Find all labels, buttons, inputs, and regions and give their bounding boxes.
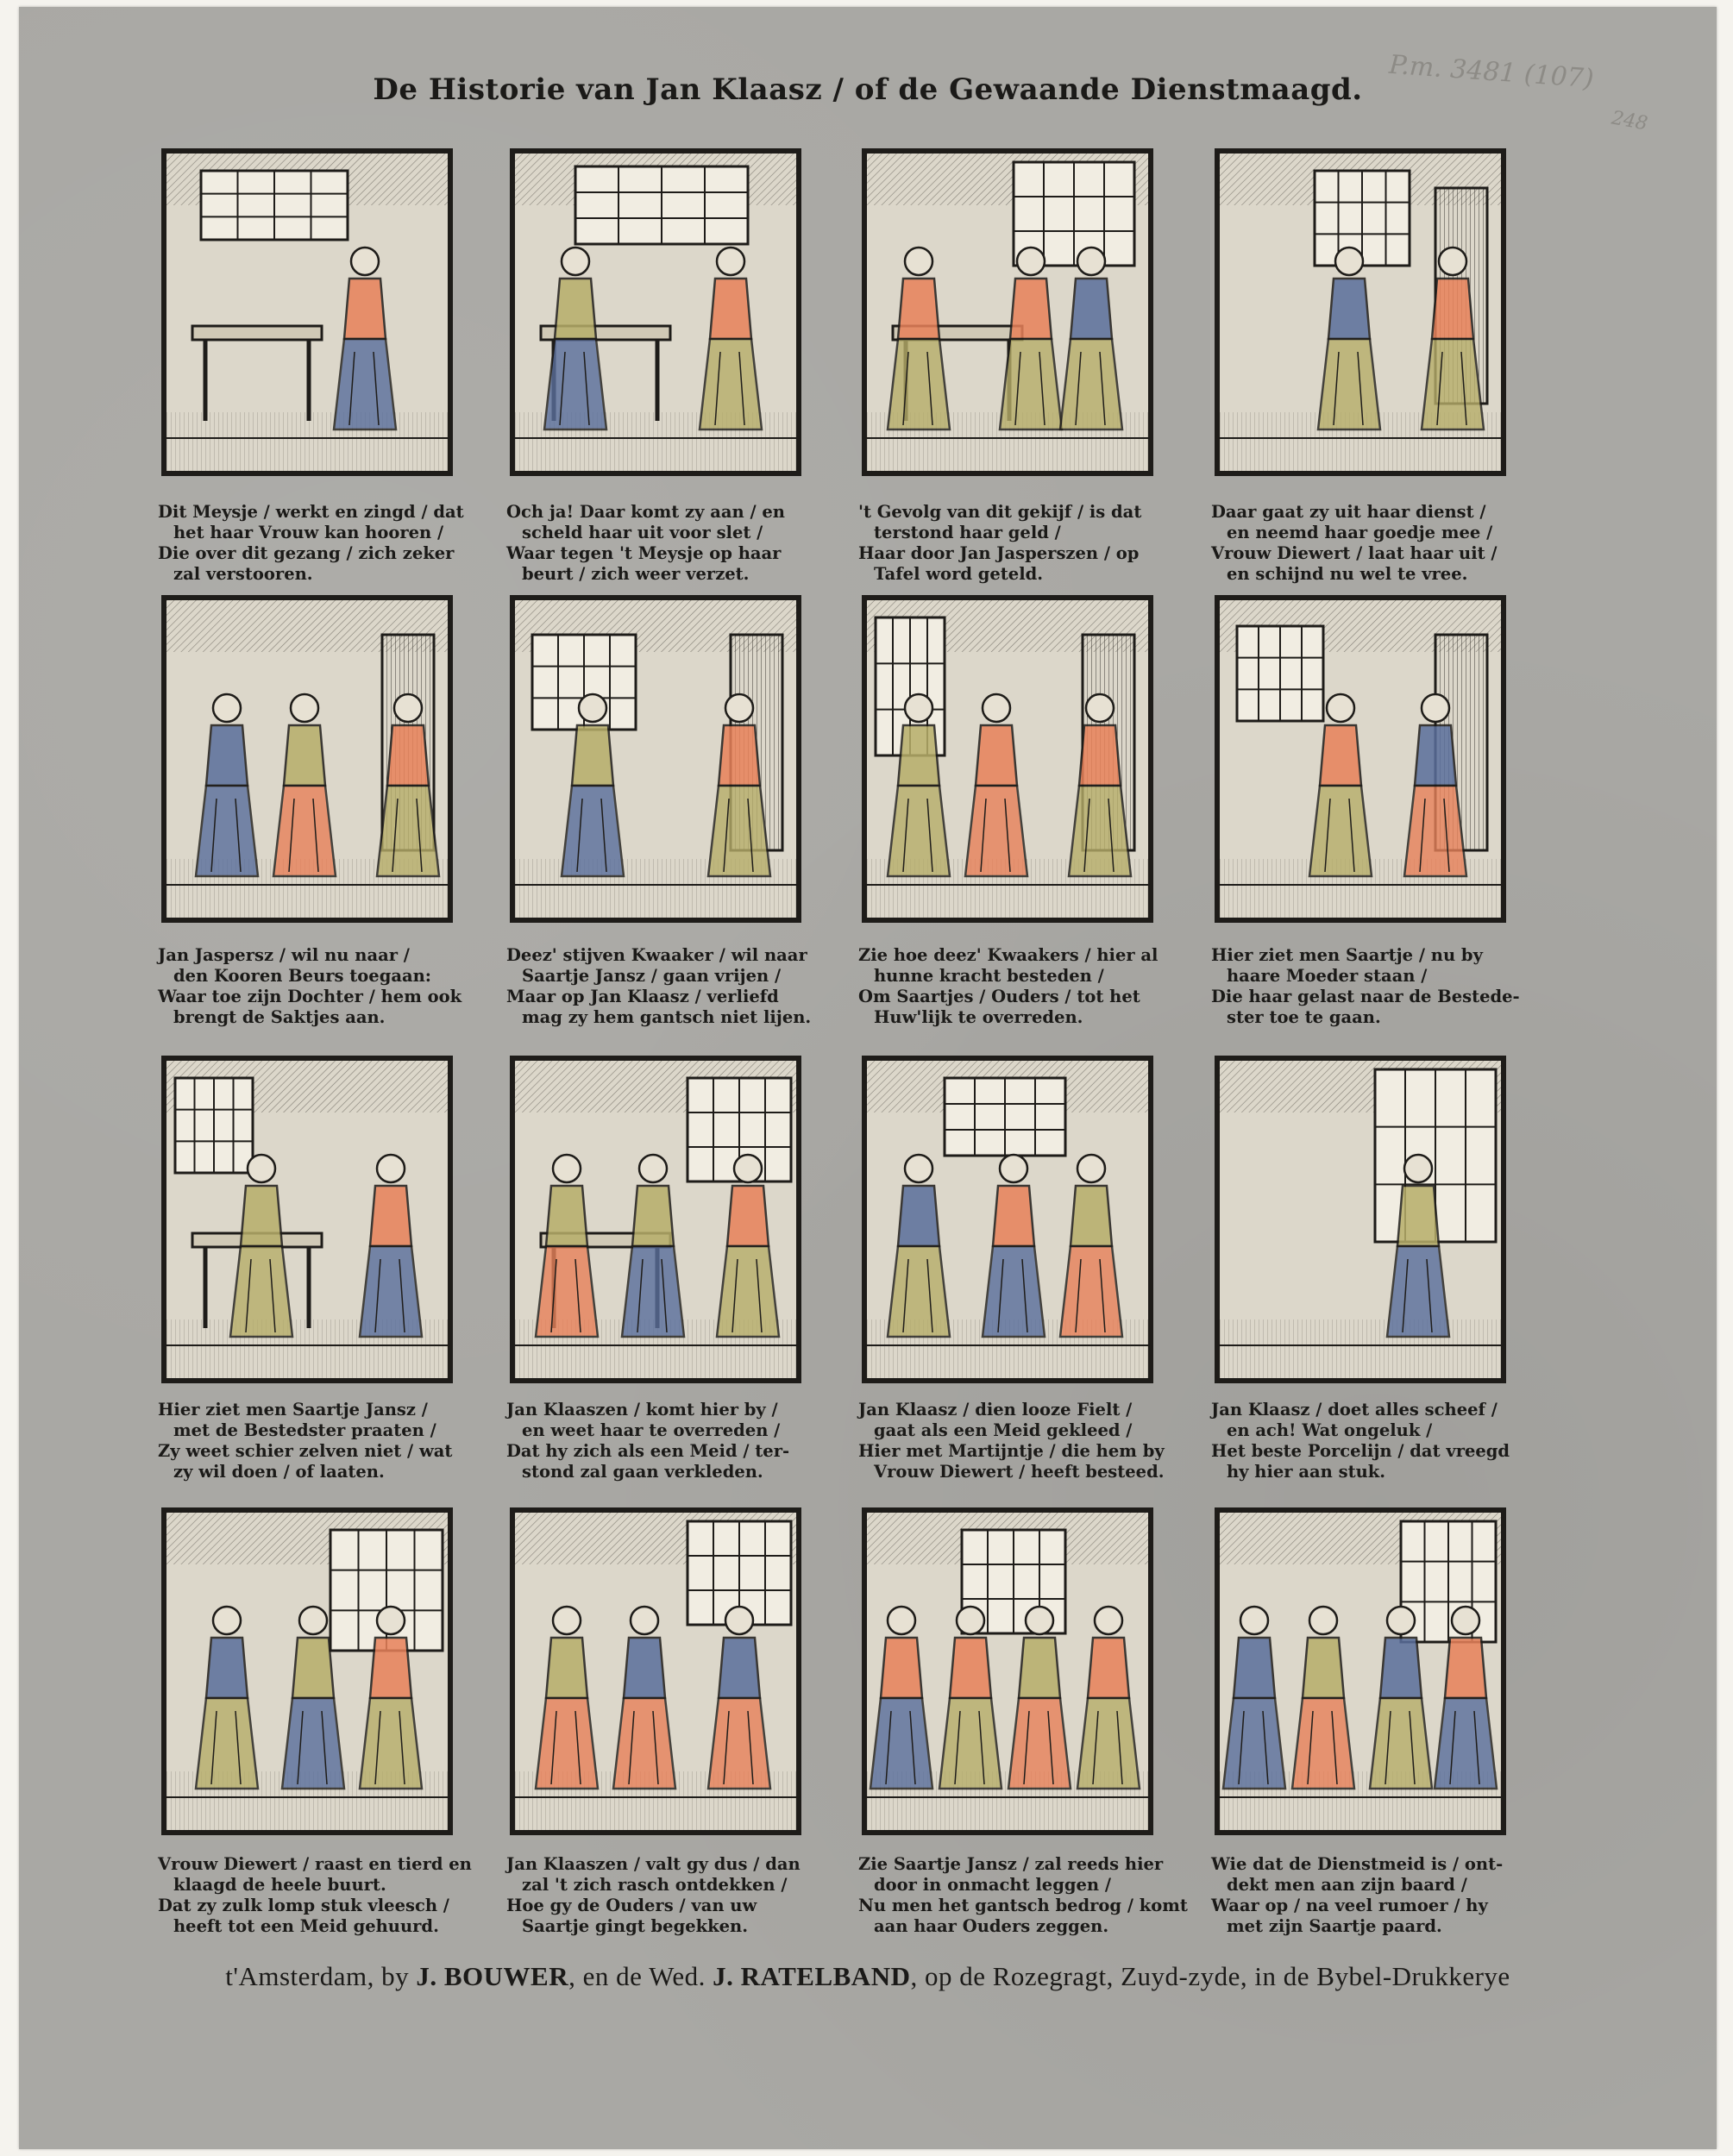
woodcut-illustration (867, 1513, 1148, 1830)
woodcut-panel-9 (161, 1056, 453, 1383)
woodcut-panel-4 (1215, 148, 1506, 476)
caption-line: hunne kracht besteden / (874, 966, 1104, 986)
broadsheet (19, 7, 1717, 2149)
panel-caption-14 (506, 1854, 829, 1937)
caption-line: Die haar gelast naar de Bestede- (1211, 987, 1520, 1006)
caption-line: mag zy hem gantsch niet lijen. (522, 1007, 812, 1027)
woodcut-illustration (515, 1061, 796, 1378)
caption-line: en weet haar te overreden / (522, 1420, 781, 1440)
pencil-annotation-line1: P.m. 3481 (107) (1388, 49, 1595, 95)
caption-line: en ach! Wat ongeluk / (1227, 1420, 1433, 1440)
caption-line: hy hier aan stuk. (1227, 1462, 1386, 1482)
caption-line: Zy weet schier zelven niet / wat (158, 1441, 453, 1461)
caption-line: Hier ziet men Saartje / nu by (1211, 945, 1483, 965)
caption-line: klaagd de heele buurt. (173, 1875, 386, 1895)
caption-line: Daar gaat zy uit haar dienst / (1211, 502, 1486, 522)
woodcut-illustration (166, 600, 448, 918)
panel-caption-2 (506, 502, 829, 585)
imprint-text-3: , op de Rozegragt, Zuyd-zyde, in de Bybel-Drukkerye (910, 1961, 1510, 1991)
caption-line: Dat hy zich als een Meid / ter- (506, 1441, 790, 1461)
caption-line: Zie hoe deez' Kwaakers / hier al (858, 945, 1158, 965)
caption-line: Jan Klaasz / doet alles scheef / (1211, 1400, 1498, 1420)
woodcut-panel-13 (161, 1507, 453, 1835)
caption-line: Hier ziet men Saartje Jansz / (158, 1400, 428, 1420)
woodcut-panel-15 (862, 1507, 1153, 1835)
woodcut-illustration (515, 600, 796, 918)
panel-caption-4 (1211, 502, 1534, 585)
caption-line: Zie Saartje Jansz / zal reeds hier (858, 1854, 1164, 1874)
imprint-text-1: t'Amsterdam, by (225, 1961, 417, 1991)
woodcut-panel-3 (862, 148, 1153, 476)
panel-caption-11 (858, 1400, 1181, 1482)
caption-line: Vrouw Diewert / laat haar uit / (1211, 543, 1498, 563)
caption-line: beurt / zich weer verzet. (522, 564, 750, 584)
caption-line: Nu men het gantsch bedrog / komt (858, 1896, 1188, 1915)
woodcut-panel-10 (510, 1056, 801, 1383)
panel-caption-8 (1211, 945, 1534, 1028)
caption-line: zy wil doen / of laaten. (173, 1462, 385, 1482)
woodcut-illustration (1220, 1513, 1501, 1830)
panel-caption-7 (858, 945, 1181, 1028)
caption-line: Jan Jaspersz / wil nu naar / (158, 945, 410, 965)
caption-line: den Kooren Beurs toegaan: (173, 966, 431, 986)
woodcut-illustration (1220, 1061, 1501, 1378)
woodcut-illustration (867, 600, 1148, 918)
woodcut-panel-7 (862, 595, 1153, 923)
woodcut-panel-12 (1215, 1056, 1506, 1383)
caption-line: scheld haar uit voor slet / (522, 523, 763, 542)
caption-line: Vrouw Diewert / raast en tierd en (158, 1854, 472, 1874)
caption-line: zal 't zich rasch ontdekken / (522, 1875, 788, 1895)
woodcut-illustration (515, 154, 796, 471)
caption-line: Vrouw Diewert / heeft besteed. (874, 1462, 1165, 1482)
caption-line: het haar Vrouw kan hooren / (173, 523, 444, 542)
panel-caption-16 (1211, 1854, 1534, 1937)
panel-caption-1 (158, 502, 480, 585)
caption-line: Wie dat de Dienstmeid is / ont- (1211, 1854, 1504, 1874)
woodcut-panel-8 (1215, 595, 1506, 923)
woodcut-illustration (1220, 154, 1501, 471)
woodcut-illustration (515, 1513, 796, 1830)
caption-line: en schijnd nu wel te vree. (1227, 564, 1468, 584)
caption-line: Waar tegen 't Meysje op haar (506, 543, 782, 563)
caption-line: ster toe te gaan. (1227, 1007, 1381, 1027)
printer-name-2: J. RATELBAND (713, 1961, 911, 1991)
woodcut-panel-5 (161, 595, 453, 923)
caption-line: Die over dit gezang / zich zeker (158, 543, 455, 563)
caption-line: door in onmacht leggen / (874, 1875, 1111, 1895)
caption-line: brengt de Saktjes aan. (173, 1007, 386, 1027)
woodcut-illustration (867, 154, 1148, 471)
caption-line: Haar door Jan Jasperszen / op (858, 543, 1140, 563)
caption-line: 't Gevolg van dit gekijf / is dat (858, 502, 1142, 522)
caption-line: Jan Klaasz / dien looze Fielt / (858, 1400, 1133, 1420)
caption-line: Saartje Jansz / gaan vrijen / (522, 966, 782, 986)
caption-line: Och ja! Daar komt zy aan / en (506, 502, 785, 522)
imprint-footer (19, 1961, 1717, 1992)
pencil-annotation (1389, 48, 1648, 152)
woodcut-panel-1 (161, 148, 453, 476)
caption-line: Huw'lijk te overreden. (874, 1007, 1083, 1027)
woodcut-panel-2 (510, 148, 801, 476)
caption-line: Saartje gingt begekken. (522, 1916, 749, 1936)
caption-line: Dat zy zulk lomp stuk vleesch / (158, 1896, 449, 1915)
caption-line: Waar op / na veel rumoer / hy (1211, 1896, 1488, 1915)
caption-line: Dit Meysje / werkt en zingd / dat (158, 502, 464, 522)
woodcut-illustration (166, 154, 448, 471)
caption-line: aan haar Ouders zeggen. (874, 1916, 1109, 1936)
caption-line: gaat als een Meid gekleed / (874, 1420, 1133, 1440)
panel-caption-15 (858, 1854, 1188, 1937)
caption-line: Het beste Porcelijn / dat vreegd (1211, 1441, 1510, 1461)
page-title: De Historie van Jan Klaasz / of de Gewaande Dienstmaagd. (373, 72, 1363, 107)
woodcut-illustration (867, 1061, 1148, 1378)
imprint-text-2: , en de Wed. (568, 1961, 713, 1991)
caption-line: terstond haar geld / (874, 523, 1061, 542)
caption-line: en neemd haar goedje mee / (1227, 523, 1493, 542)
caption-line: dekt men aan zijn baard / (1227, 1875, 1467, 1895)
woodcut-panel-14 (510, 1507, 801, 1835)
panel-caption-6 (506, 945, 829, 1028)
caption-line: Om Saartjes / Ouders / tot het (858, 987, 1140, 1006)
caption-line: Jan Klaaszen / valt gy dus / dan (506, 1854, 801, 1874)
caption-line: zal verstooren. (173, 564, 313, 584)
panel-caption-12 (1211, 1400, 1534, 1482)
panel-caption-13 (158, 1854, 480, 1937)
printer-name-1: J. BOUWER (416, 1961, 569, 1991)
caption-line: Hoe gy de Ouders / van uw (506, 1896, 757, 1915)
woodcut-illustration (166, 1061, 448, 1378)
caption-line: met zijn Saartje paard. (1227, 1916, 1442, 1936)
pencil-annotation-line2: 248 (1610, 107, 1649, 135)
caption-line: Tafel word geteld. (874, 564, 1044, 584)
caption-line: heeft tot een Meid gehuurd. (173, 1916, 439, 1936)
caption-line: haare Moeder staan / (1227, 966, 1428, 986)
caption-line: Hier met Martijntje / die hem by (858, 1441, 1165, 1461)
panel-caption-9 (158, 1400, 480, 1482)
caption-line: stond zal gaan verkleden. (522, 1462, 763, 1482)
caption-line: Jan Klaaszen / komt hier by / (506, 1400, 778, 1420)
panel-caption-3 (858, 502, 1181, 585)
caption-line: met de Bestedster praaten / (173, 1420, 436, 1440)
panel-caption-10 (506, 1400, 829, 1482)
woodcut-illustration (1220, 600, 1501, 918)
woodcut-panel-6 (510, 595, 801, 923)
panel-caption-5 (158, 945, 480, 1028)
caption-line: Deez' stijven Kwaaker / wil naar (506, 945, 807, 965)
woodcut-panel-16 (1215, 1507, 1506, 1835)
woodcut-panel-11 (862, 1056, 1153, 1383)
caption-line: Maar op Jan Klaasz / verliefd (506, 987, 779, 1006)
caption-line: Waar toe zijn Dochter / hem ook (158, 987, 462, 1006)
woodcut-illustration (166, 1513, 448, 1830)
